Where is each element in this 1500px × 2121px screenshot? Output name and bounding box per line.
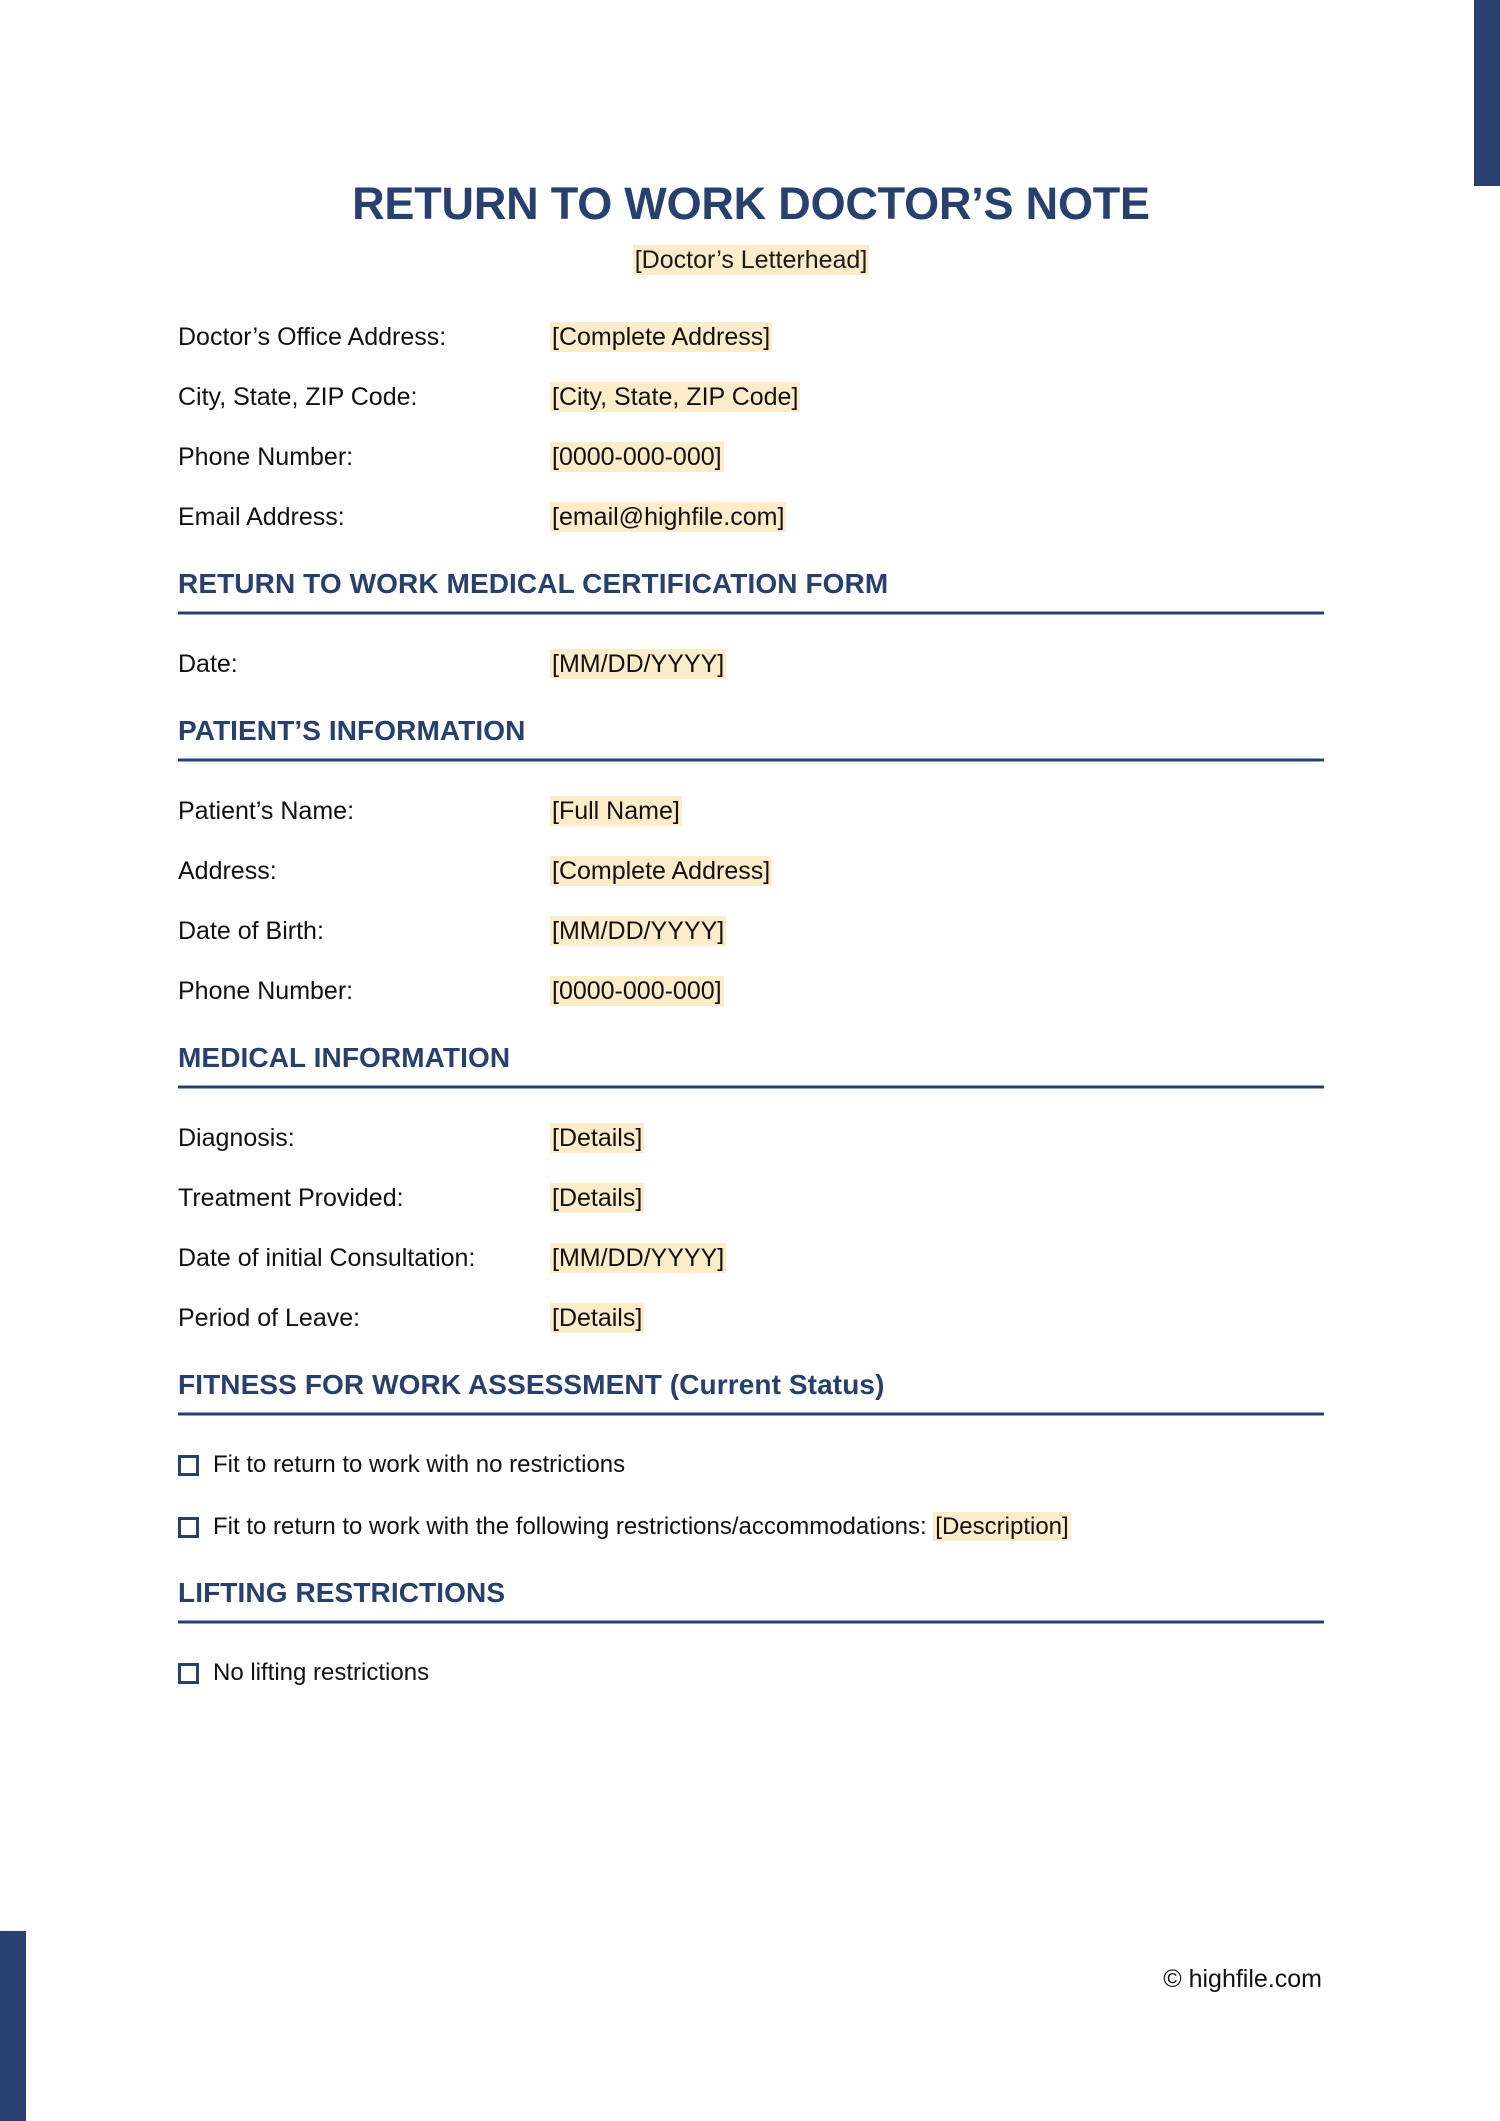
section-body-fitness-assessment: [178, 1449, 1324, 1543]
field-value-patient-address: [550, 855, 772, 888]
checkbox-icon[interactable]: [178, 1455, 199, 1476]
diagnosis-input[interactable]: [Details]: [552, 1124, 643, 1153]
email-input[interactable]: [email@highfile.com]: [552, 503, 785, 532]
field-row: [178, 321, 1324, 354]
field-value-patient-phone: [550, 975, 724, 1008]
field-label-doctor-phone: Phone Number:: [178, 443, 354, 472]
checkbox-label-no-lifting-restrictions: No lifting restrictions: [213, 1659, 430, 1687]
checkbox-row-fit-no-restrictions[interactable]: [178, 1449, 1324, 1481]
section-heading-medical-information: MEDICAL INFORMATION: [178, 1042, 511, 1074]
field-value-period-of-leave: [550, 1302, 644, 1335]
field-label-office-address: Doctor’s Office Address:: [178, 323, 447, 352]
section-divider: [178, 1412, 1324, 1416]
field-value-date: [550, 648, 726, 681]
field-label-patient-name: Patient’s Name:: [178, 797, 355, 826]
field-row: [178, 441, 1324, 474]
section-medical-information: [178, 1042, 1324, 1335]
field-value-doctor-phone: [550, 441, 724, 474]
field-value-treatment-provided: [550, 1182, 644, 1215]
field-value-initial-consultation: [550, 1242, 726, 1275]
field-value-diagnosis: [550, 1122, 644, 1155]
letterhead-placeholder[interactable]: [Doctor’s Letterhead]: [634, 246, 868, 275]
field-row: [178, 855, 1324, 888]
date-input[interactable]: [MM/DD/YYYY]: [552, 650, 725, 679]
section-body-lifting-restrictions: [178, 1657, 1324, 1689]
field-label-email: Email Address:: [178, 503, 345, 532]
field-row: [178, 381, 1324, 414]
field-value-city-state-zip: [550, 381, 800, 414]
field-row: [178, 915, 1324, 948]
section-divider: [178, 758, 1324, 762]
doctor-info-fields: [178, 321, 1324, 534]
page-title: RETURN TO WORK DOCTOR’S NOTE: [352, 178, 1150, 229]
section-patient-information: [178, 715, 1324, 1008]
section-divider: [178, 1085, 1324, 1089]
field-row: [178, 795, 1324, 828]
office-address-input[interactable]: [Complete Address]: [552, 323, 771, 352]
city-state-zip-input[interactable]: [City, State, ZIP Code]: [552, 383, 799, 412]
field-row: [178, 1122, 1324, 1155]
section-heading-lifting-restrictions: LIFTING RESTRICTIONS: [178, 1577, 506, 1609]
decorative-bar-bottom-left: [0, 1931, 26, 2121]
field-label-treatment-provided: Treatment Provided:: [178, 1184, 404, 1213]
patient-name-input[interactable]: [Full Name]: [552, 797, 680, 826]
checkbox-icon[interactable]: [178, 1663, 199, 1684]
section-body-certification-form: [178, 648, 1324, 681]
decorative-bar-top-right: [1474, 0, 1500, 186]
field-row: [178, 1242, 1324, 1275]
field-label-patient-phone: Phone Number:: [178, 977, 354, 1006]
field-row: [178, 648, 1324, 681]
field-value-date-of-birth: [550, 915, 726, 948]
field-value-office-address: [550, 321, 772, 354]
field-label-date-of-birth: Date of Birth:: [178, 917, 324, 946]
doctor-phone-input[interactable]: [0000-000-000]: [552, 443, 722, 472]
field-row: [178, 1302, 1324, 1335]
section-divider: [178, 611, 1324, 615]
section-fitness-assessment: [178, 1369, 1324, 1543]
section-body-patient-information: [178, 795, 1324, 1008]
section-divider: [178, 1620, 1324, 1624]
treatment-provided-input[interactable]: [Details]: [552, 1184, 643, 1213]
document-content: [178, 0, 1324, 1689]
initial-consultation-input[interactable]: [MM/DD/YYYY]: [552, 1244, 725, 1273]
patient-phone-input[interactable]: [0000-000-000]: [552, 977, 722, 1006]
letterhead-row: [178, 246, 1324, 275]
field-label-diagnosis: Diagnosis:: [178, 1124, 295, 1153]
section-certification-form: [178, 568, 1324, 681]
field-label-city-state-zip: City, State, ZIP Code:: [178, 383, 418, 412]
checkbox-row-fit-with-restrictions[interactable]: [178, 1511, 1324, 1543]
patient-address-input[interactable]: [Complete Address]: [552, 857, 771, 886]
checkbox-label-fit-no-restrictions: Fit to return to work with no restrictions: [213, 1451, 626, 1479]
section-heading-patient-information: PATIENT’S INFORMATION: [178, 715, 526, 747]
section-body-medical-information: [178, 1122, 1324, 1335]
field-label-period-of-leave: Period of Leave:: [178, 1304, 361, 1333]
field-label-initial-consultation: Date of initial Consultation:: [178, 1244, 476, 1273]
field-row: [178, 975, 1324, 1008]
field-value-patient-name: [550, 795, 682, 828]
section-heading-certification-form: RETURN TO WORK MEDICAL CERTIFICATION FORM: [178, 568, 889, 600]
date-of-birth-input[interactable]: [MM/DD/YYYY]: [552, 917, 725, 946]
section-heading-fitness-assessment: FITNESS FOR WORK ASSESSMENT (Current Status): [178, 1369, 885, 1401]
footer-copyright: © highfile.com: [1163, 1965, 1322, 1993]
field-row: [178, 1182, 1324, 1215]
field-label-date: Date:: [178, 650, 238, 679]
section-lifting-restrictions: [178, 1577, 1324, 1689]
field-label-patient-address: Address:: [178, 857, 277, 886]
field-row: [178, 501, 1324, 534]
checkbox-icon[interactable]: [178, 1517, 199, 1538]
field-value-email: [550, 501, 786, 534]
restrictions-description-input[interactable]: [Description]: [935, 1512, 1069, 1540]
checkbox-label-text: Fit to return to work with the following restrictions/accommodations:: [213, 1512, 927, 1540]
checkbox-row-no-lifting-restrictions[interactable]: [178, 1657, 1324, 1689]
period-of-leave-input[interactable]: [Details]: [552, 1304, 643, 1333]
checkbox-label-fit-with-restrictions: [213, 1511, 1071, 1543]
